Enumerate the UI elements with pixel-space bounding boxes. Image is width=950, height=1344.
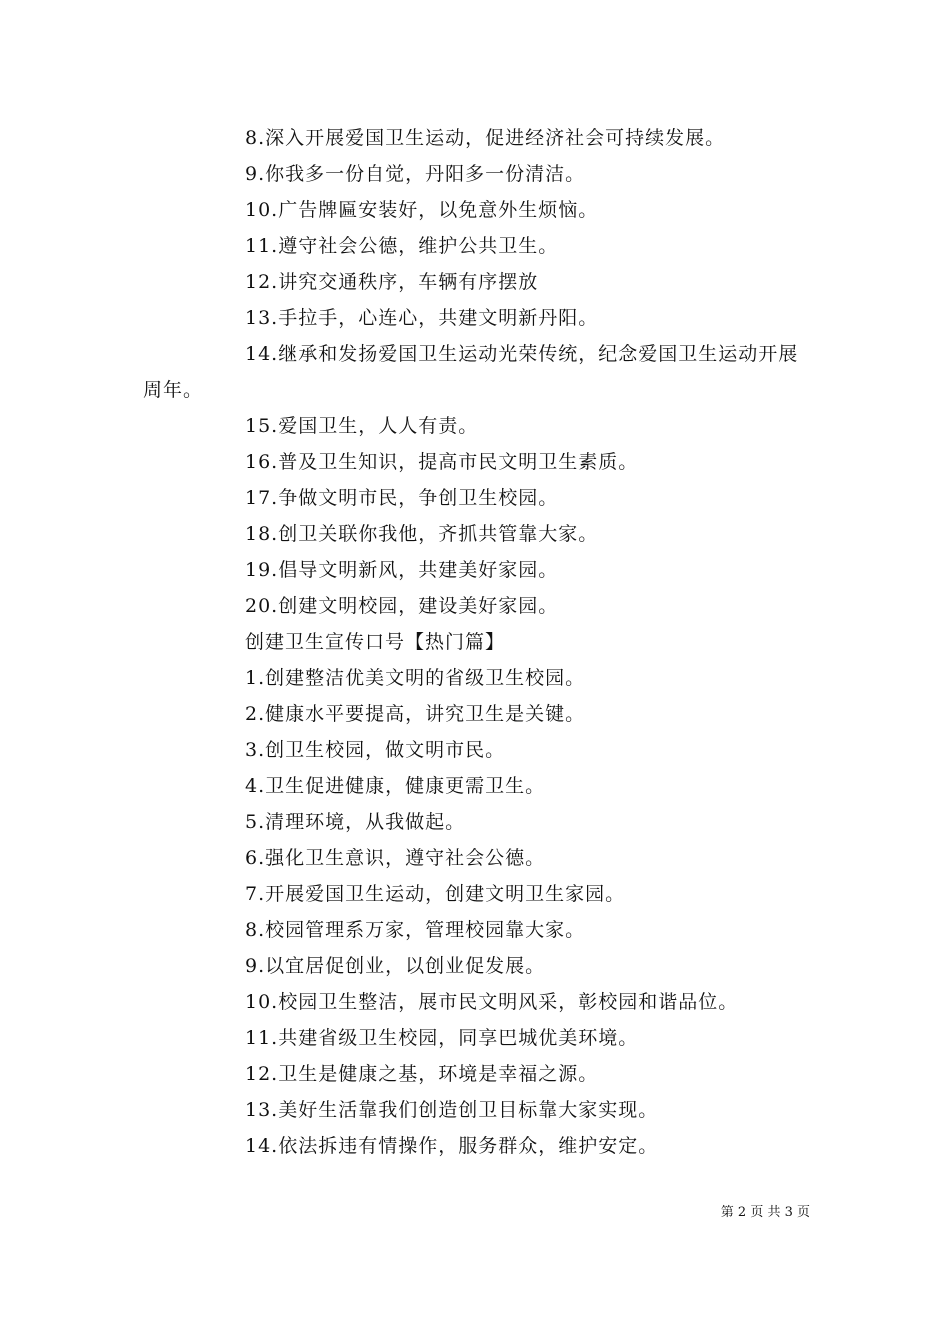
slogan-line: 17.争做文明市民，争创卫生校园。: [245, 487, 559, 509]
slogan-line: 8.校园管理系万家，管理校园靠大家。: [245, 919, 586, 941]
slogan-line: 12.讲究交通秩序，车辆有序摆放: [245, 271, 539, 293]
slogan-line: 14.依法拆违有情操作，服务群众，维护安定。: [245, 1135, 659, 1157]
slogan-line: 7.开展爱国卫生运动，创建文明卫生家园。: [245, 883, 626, 905]
slogan-paragraph-wrapped: 14.继承和发扬爱国卫生运动光荣传统，纪念爱国卫生运动开展周年。: [143, 343, 799, 401]
slogan-line: 8.深入开展爱国卫生运动，促进经济社会可持续发展。: [245, 127, 726, 149]
document-body: [143, 120, 813, 1164]
slogan-line: 10.校园卫生整洁，展市民文明风采，彰校园和谐品位。: [245, 991, 739, 1013]
slogan-line: 9.你我多一份自觉，丹阳多一份清洁。: [245, 163, 586, 185]
slogan-line: 10.广告牌匾安装好，以免意外生烦恼。: [245, 199, 599, 221]
slogan-line: 13.美好生活靠我们创造创卫目标靠大家实现。: [245, 1099, 659, 1121]
slogan-line: 12.卫生是健康之基，环境是幸福之源。: [245, 1063, 599, 1085]
section-heading: 创建卫生宣传口号【热门篇】: [245, 631, 506, 653]
slogan-line: 11.共建省级卫生校园，同享巴城优美环境。: [245, 1027, 639, 1049]
slogan-line: 9.以宜居促创业，以创业促发展。: [245, 955, 546, 977]
slogan-line: 6.强化卫生意识，遵守社会公德。: [245, 847, 546, 869]
slogan-line: 13.手拉手，心连心，共建文明新丹阳。: [245, 307, 599, 329]
slogan-line: 5.清理环境，从我做起。: [245, 811, 466, 833]
slogan-line: 11.遵守社会公德，维护公共卫生。: [245, 235, 559, 257]
slogan-line: 4.卫生促进健康，健康更需卫生。: [245, 775, 546, 797]
slogan-line: 1.创建整洁优美文明的省级卫生校园。: [245, 667, 586, 689]
slogan-line: 3.创卫生校园，做文明市民。: [245, 739, 506, 761]
slogan-line: 16.普及卫生知识，提高市民文明卫生素质。: [245, 451, 639, 473]
slogan-line: 2.健康水平要提高，讲究卫生是关键。: [245, 703, 586, 725]
slogan-line: 19.倡导文明新风，共建美好家园。: [245, 559, 559, 581]
slogan-line: 18.创卫关联你我他，齐抓共管靠大家。: [245, 523, 599, 545]
slogan-line: 20.创建文明校园，建设美好家园。: [245, 595, 559, 617]
slogan-line: 15.爱国卫生，人人有责。: [245, 415, 479, 437]
page-number-footer: 第 2 页 共 3 页: [720, 1205, 810, 1220]
